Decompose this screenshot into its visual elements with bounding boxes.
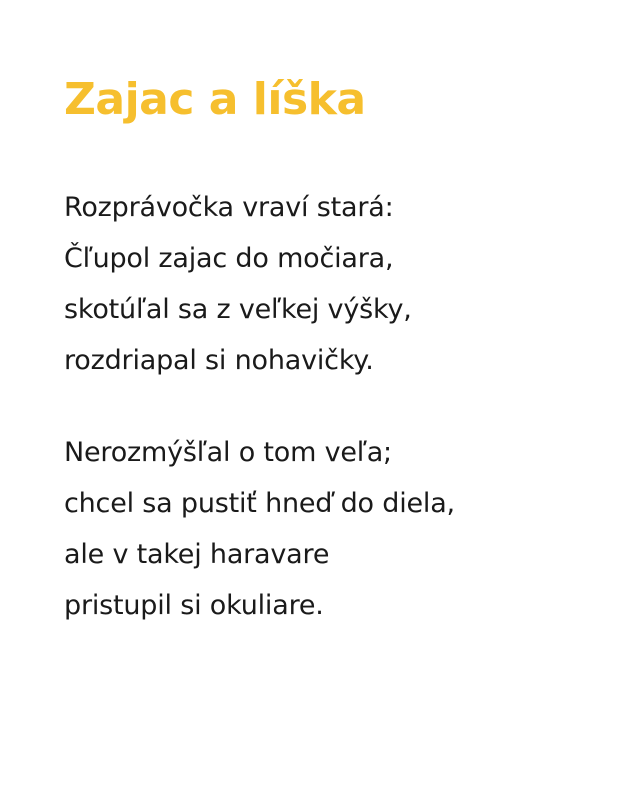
poem-line: Rozprávočka vraví stará:	[64, 192, 394, 223]
poem-title: Zajac a líška	[64, 74, 366, 125]
poem-line: pristupil si okuliare.	[64, 590, 324, 621]
poem-line: rozdriapal si nohavičky.	[64, 345, 374, 376]
poem-line: ale v takej haravare	[64, 539, 330, 570]
stanza-1	[64, 182, 412, 386]
stanza-2	[64, 427, 455, 631]
poem-line: chcel sa pustiť hneď do diela,	[64, 488, 455, 519]
poem-line: Čľupol zajac do močiara,	[64, 243, 394, 274]
poem-line: Nerozmýšľal o tom veľa;	[64, 437, 392, 468]
poem-line: skotúľal sa z veľkej výšky,	[64, 294, 412, 325]
